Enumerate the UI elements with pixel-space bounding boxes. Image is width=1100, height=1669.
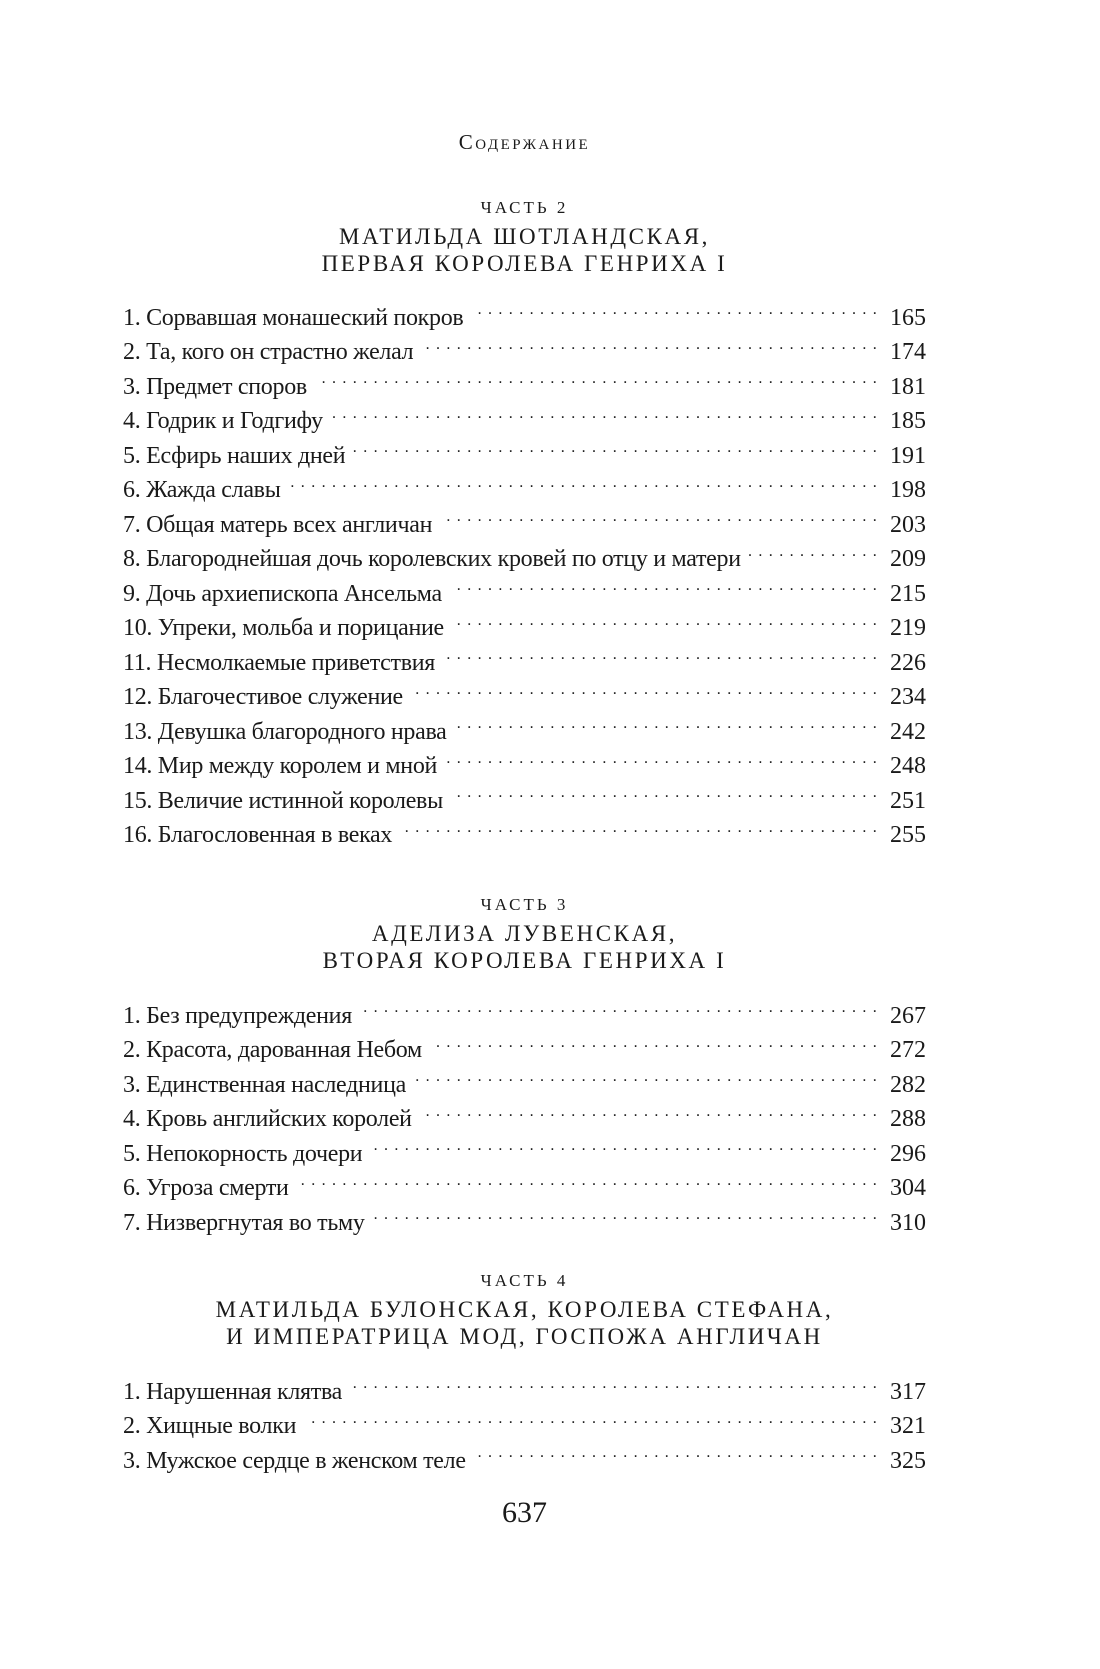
toc-entry-title: 6. Жажда славы [123, 477, 281, 503]
dot-leader [353, 428, 878, 463]
book-page [123, 0, 926, 1669]
toc-entry-title: 10. Упреки, мольба и порицание [123, 615, 444, 641]
part-label: ЧАСТЬ 2 [480, 198, 569, 217]
toc-entry[interactable] [123, 988, 926, 1029]
toc-entry-page: 226 [890, 649, 926, 676]
toc-entry-page: 181 [890, 373, 926, 400]
dot-leader [420, 1092, 878, 1127]
dot-leader [445, 739, 878, 774]
toc-entry-title: 14. Мир между королем и мной [123, 753, 438, 779]
toc-entry-title: 4. Кровь английских королей [123, 1106, 412, 1132]
toc-entry-page: 248 [890, 753, 926, 779]
toc-entry-page: 296 [890, 1140, 926, 1167]
part-label: ЧАСТЬ 3 [480, 895, 569, 914]
toc-entry-page: 272 [890, 1037, 926, 1063]
toc-entry-page: 288 [890, 1106, 926, 1132]
toc-entry-list [123, 1364, 926, 1474]
dot-leader [474, 1433, 878, 1468]
part-section [123, 893, 926, 1236]
toc-entry-title: 11. Несмолкаемые приветствия [123, 649, 436, 676]
toc-entry-title: 13. Девушка благородного нрава [123, 718, 447, 745]
toc-entry-title: 12. Благочестивое служение [123, 684, 403, 710]
toc-entry-title: 3. Мужское сердце в женском теле [123, 1447, 466, 1474]
contents-title: Содержание [458, 130, 591, 154]
toc-entry-page: 185 [890, 408, 926, 434]
dot-leader [430, 1023, 878, 1058]
toc-entry-title: 6. Угроза смерти [123, 1175, 289, 1201]
dot-leader [331, 394, 878, 429]
dot-leader [471, 290, 878, 325]
toc-entry-page: 267 [890, 1002, 926, 1029]
dot-leader [350, 1364, 878, 1399]
dot-leader [452, 601, 878, 636]
dot-leader [360, 988, 878, 1023]
toc-entry-page: 325 [890, 1447, 926, 1474]
toc-entry-title: 9. Дочь архиепископа Ансельма [123, 580, 442, 607]
toc-entry[interactable] [123, 290, 926, 331]
part-heading [123, 920, 926, 974]
toc-entry-page: 191 [890, 442, 926, 469]
part-section [123, 196, 926, 848]
toc-entry-list [123, 988, 926, 1236]
page-number: 637 [502, 1496, 547, 1529]
dot-leader [440, 497, 878, 532]
toc-entry-title: 5. Непокорность дочери [123, 1140, 363, 1167]
part-heading [123, 1296, 926, 1350]
toc-entry[interactable] [123, 1364, 926, 1405]
dot-leader [373, 1195, 878, 1230]
part-heading-line: И ИМПЕРАТРИЦА МОД, ГОСПОЖА АНГЛИЧАН [226, 1324, 823, 1349]
part-section [123, 1269, 926, 1474]
toc-entry-title: 4. Годрик и Годгифу [123, 408, 323, 434]
toc-entry-title: 2. Красота, дарованная Небом [123, 1037, 422, 1063]
part-heading-line: ПЕРВАЯ КОРОЛЕВА ГЕНРИХА I [321, 251, 728, 276]
toc-entry-title: 3. Единственная наследница [123, 1071, 406, 1098]
dot-leader [400, 808, 878, 843]
dot-leader [414, 1057, 878, 1092]
part-heading-line: ВТОРАЯ КОРОЛЕВА ГЕНРИХА I [322, 948, 727, 973]
dot-leader [304, 1399, 878, 1434]
toc-entry-title: 2. Хищные волки [123, 1413, 297, 1439]
toc-entry-title: 1. Нарушенная клятва [123, 1378, 343, 1405]
part-heading-line: МАТИЛЬДА БУЛОНСКАЯ, КОРОЛЕВА СТЕФАНА, [215, 1297, 834, 1322]
toc-entry-page: 198 [890, 477, 926, 503]
toc-entry-page: 304 [890, 1175, 926, 1201]
toc-entry-title: 3. Предмет споров [123, 373, 307, 400]
dot-leader [421, 325, 878, 360]
toc-entry-page: 203 [890, 511, 926, 538]
toc-entry-page: 215 [890, 580, 926, 607]
dot-leader [451, 773, 878, 808]
dot-leader [297, 1161, 878, 1196]
toc-entry-page: 174 [890, 339, 926, 365]
toc-entry-page: 165 [890, 304, 926, 331]
toc-entry-page: 282 [890, 1071, 926, 1098]
toc-entry-list [123, 290, 926, 848]
toc-entry-page: 251 [890, 787, 926, 814]
dot-leader [370, 1126, 878, 1161]
toc-entry-page: 255 [890, 822, 926, 848]
toc-entry-title: 15. Величие истинной королевы [123, 787, 443, 814]
dot-leader [749, 532, 878, 567]
dot-leader [411, 670, 878, 705]
dot-leader [450, 566, 878, 601]
part-heading-line: МАТИЛЬДА ШОТЛАНДСКАЯ, [338, 224, 711, 249]
toc-entry-title: 5. Есфирь наших дней [123, 442, 346, 469]
part-heading [123, 223, 926, 277]
dot-leader [443, 635, 878, 670]
part-heading-line: АДЕЛИЗА ЛУВЕНСКАЯ, [371, 921, 678, 946]
toc-entry-title: 7. Низвергнутая во тьму [123, 1209, 365, 1236]
part-label: ЧАСТЬ 4 [480, 1271, 569, 1290]
toc-entry-page: 310 [890, 1209, 926, 1236]
toc-entry-page: 317 [890, 1378, 926, 1405]
toc-entry-title: 2. Та, кого он страстно желал [123, 339, 414, 365]
toc-entry-title: 16. Благословенная в веках [123, 822, 393, 848]
toc-entry-page: 242 [890, 718, 926, 745]
dot-leader [455, 704, 878, 739]
toc-entry-page: 209 [890, 546, 926, 572]
toc-entry-title: 1. Без предупреждения [123, 1002, 352, 1029]
toc-entry-title: 8. Благороднейшая дочь королевских кровей по отцу и матери [123, 546, 741, 572]
toc-entry-page: 234 [890, 684, 926, 710]
toc-entry-title: 7. Общая матерь всех англичан [123, 511, 433, 538]
toc-entry-page: 321 [890, 1413, 926, 1439]
dot-leader [289, 463, 878, 498]
toc-entry-page: 219 [890, 615, 926, 641]
toc-entry-title: 1. Сорвавшая монашеский покров [123, 304, 464, 331]
dot-leader [315, 359, 878, 394]
